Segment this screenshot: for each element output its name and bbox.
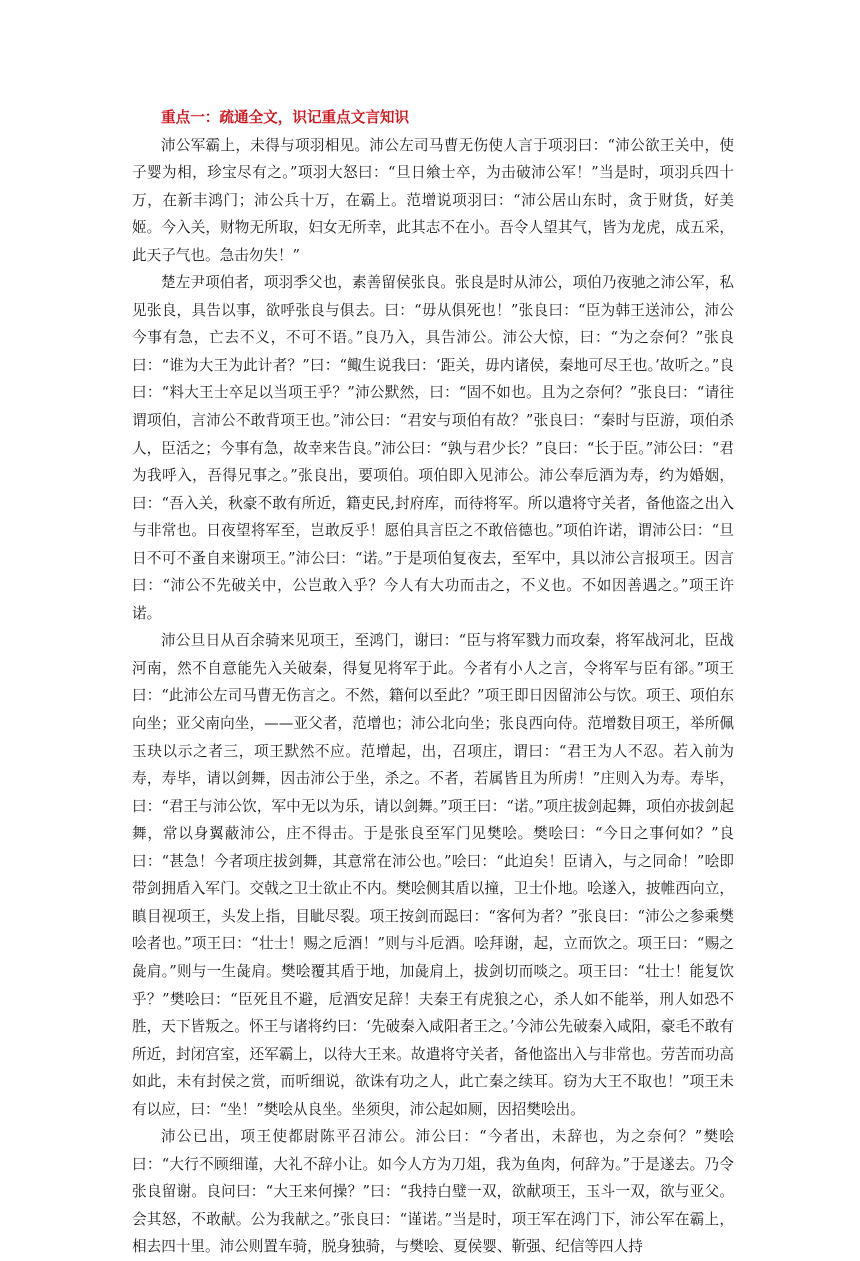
paragraph-2: 楚左尹项伯者，项羽季父也，素善留侯张良。张良是时从沛公，项伯乃夜驰之沛公军，私见张良，具告以事，欲呼张良与俱去。曰：“毋从俱死也！”张良曰：“臣为韩王送沛公，沛公今事有急，亡去不义，不可不语。”良乃入，具告沛公。沛公大惊，曰：“为之奈何？”张良曰：“谁为大王为此计者？”曰：“鲰生说我曰：‘距关，毋内诸侯，秦地可尽王也。’故听之。”良曰：“料大王士卒足以当项王乎？”沛公默然，曰：“固不如也。且为之奈何？”张良曰：“请往谓项伯，言沛公不敢背项王也。”沛公曰：“君安与项伯有故？”张良曰：“秦时与臣游，项伯杀人，臣活之；今事有急，故幸来告良。”沛公曰：“孰与君少长？”良曰：“长于臣。”沛公曰：“君为我呼入，吾得兄事之。”张良出，要项伯。项伯即入见沛公。沛公奉卮酒为寿，约为婚姻，曰：“吾入关，秋豪不敢有所近，籍吏民,封府库，而待将军。所以遣将守关者，备他盗之出入与非常也。日夜望将军至，岂敢反乎！愿伯具言臣之不敢倍德也。”项伯许诺，谓沛公曰：“旦日不可不蚤自来谢项王。”沛公曰：“诺。”于是项伯复夜去，至军中，具以沛公言报项王。因言曰：“沛公不先破关中，公岂敢入乎？今人有大功而击之，不义也。不如因善遇之。”项王许诺。 <box>132 274 734 622</box>
section-heading: 重点一：疏通全文，识记重点文言知识 <box>161 109 410 126</box>
paragraph-3: 沛公旦日从百余骑来见项王，至鸿门，谢曰：“臣与将军戮力而攻秦，将军战河北，臣战河南，然不自意能先入关破秦，得复见将军于此。今者有小人之言，令将军与臣有郤。”项王曰：“此沛公左司马曹无伤言之。不然，籍何以至此？”项王即日因留沛公与饮。项王、项伯东向坐；亚父南向坐，——亚父者，范增也；沛公北向坐；张良西向侍。范增数目项王，举所佩玉玦以示之者三，项王默然不应。范增起，出，召项庄，谓曰：“君王为人不忍。若入前为寿，寿毕，请以剑舞，因击沛公于坐，杀之。不者，若属皆且为所虏！”庄则入为寿。寿毕，曰：“君王与沛公饮，军中无以为乐，请以剑舞。”项王曰：“诺。”项庄拔剑起舞，项伯亦拔剑起舞，常以身翼蔽沛公，庄不得击。于是张良至军门见樊哙。樊哙曰：“今日之事何如？”良曰：“甚急！今者项庄拔剑舞，其意常在沛公也。”哙曰：“此迫矣！臣请入，与之同命！”哙即带剑拥盾入军门。交戟之卫士欲止不内。樊哙侧其盾以撞，卫士仆地。哙遂入，披帷西向立，瞋目视项王，头发上指，目眦尽裂。项王按剑而跽曰：“客何为者？”张良曰：“沛公之参乘樊哙者也。”项王曰：“壮士！赐之卮酒！”则与斗卮酒。哙拜谢，起，立而饮之。项王曰：“赐之彘肩。”则与一生彘肩。樊哙覆其盾于地，加彘肩上，拔剑切而啖之。项王曰：“壮士！能复饮乎？”樊哙曰：“臣死且不避，卮酒安足辞！夫秦王有虎狼之心，杀人如不能举，刑人如恐不胜，天下皆叛之。怀王与诸将约曰：‘先破秦入咸阳者王之。’今沛公先破秦入咸阳，豪毛不敢有所近，封闭宫室，还军霸上，以待大王来。故遣将守关者，备他盗出入与非常也。劳苦而功高如此，未有封侯之赏，而听细说，欲诛有功之人，此亡秦之续耳。窃为大王不取也！”项王未有以应，曰：“坐！”樊哙从良坐。坐须臾，沛公起如厕，因招樊哙出。 <box>132 632 734 1118</box>
text-body <box>132 104 734 1261</box>
paragraph-4: 沛公已出，项王使都尉陈平召沛公。沛公曰：“今者出，未辞也，为之奈何？”樊哙曰：“大行不顾细谨，大礼不辞小让。如今人方为刀俎，我为鱼肉，何辞为。”于是遂去。乃令张良留谢。良问曰：“大王来何操？”曰：“我持白璧一双，欲献项王，玉斗一双，欲与亚父。会其怒，不敢献。公为我献之。”张良曰：“谨诺。”当是时，项王军在鸿门下，沛公军在霸上，相去四十里。沛公则置车骑，脱身独骑，与樊哙、夏侯婴、靳强、纪信等四人持 <box>132 1128 734 1256</box>
paragraph-1: 沛公军霸上，未得与项羽相见。沛公左司马曹无伤使人言于项羽曰：“沛公欲王关中，使子婴为相，珍宝尽有之。”项羽大怒曰：“旦日飨士卒，为击破沛公军！”当是时，项羽兵四十万，在新丰鸿门；沛公兵十万，在霸上。范增说项羽曰：“沛公居山东时，贪于财货，好美姬。今入关，财物无所取，妇女无所幸，此其志不在小。吾令人望其气，皆为龙虎，成五采，此天子气也。急击勿失！” <box>132 136 734 264</box>
